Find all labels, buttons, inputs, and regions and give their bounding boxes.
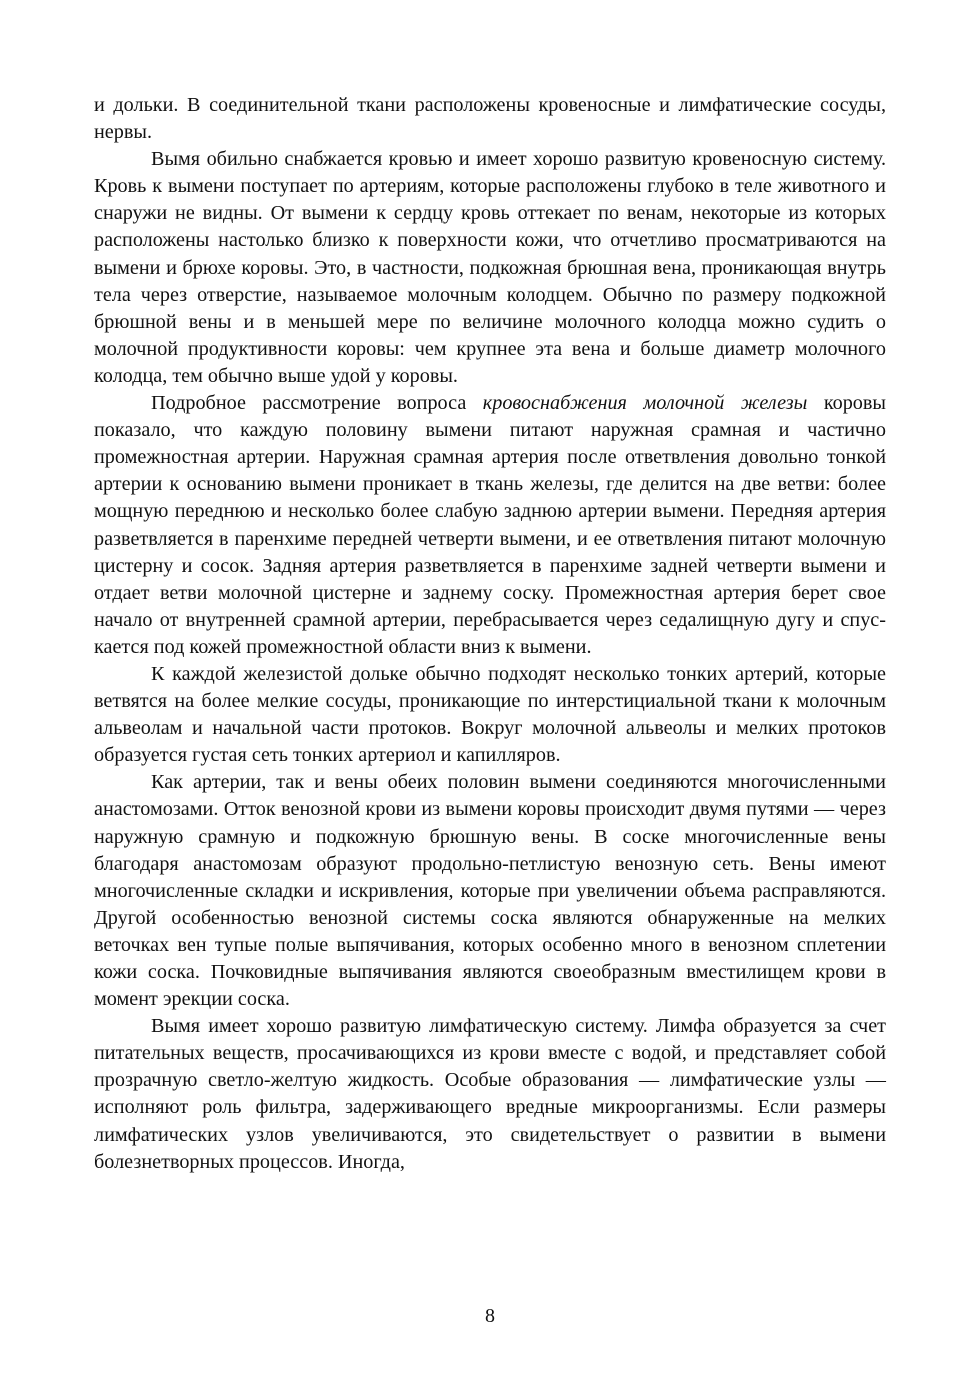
paragraph-text: К каждой железистой дольке обычно подходят несколько тонких артерий, которые ветвятся на более мелкие сосуды, проникающие по интерстициальной ткани к молочным альвеолам и начальной части протоков. Вокруг молочной альвеолы и мелких протоков образуется густая сеть тонких артериол и капилляров.	[94, 662, 886, 767]
document-body	[94, 92, 886, 1176]
paragraph	[94, 769, 886, 1013]
paragraph-text: коровы показало, что каждую половину вымени питают наружная срамная и частично промежностная артерии. Наружная срамная артерия после ответвления довольно тонкой артерии к основанию вымени проникает в ткань железы, где делится на две ветви: более мощную переднюю и несколько более слабую заднюю артерии вымени. Передняя артерия разветвляется в паренхиме передней четверти вымени, и ее ответвления питают молочную цистерну и сосок. Задняя артерия разветвляется в паренхиме задней четверти вымени и отдает ветви молочной цистерне и заднему соску. Промежностная артерия берет свое начало от внутренней срамной артерии, перебрасывается через седалищную дугу и спускается под кожей промежностной области вниз к вымени.	[94, 392, 886, 658]
italic-term: кровоснабжения молочной железы	[482, 392, 808, 415]
paragraph	[94, 92, 886, 146]
paragraph	[94, 146, 886, 390]
paragraph	[94, 661, 886, 769]
paragraph-text: Вымя обильно снабжается кровью и имеет хорошо развитую кровеносную систему. Кровь к вымени поступает по артериям, которые расположены глубоко в теле животного и снаружи не видны. От вымени к сердцу кровь оттекает по венам, некоторые из которых расположены настолько близко к поверхности кожи, что отчетливо просматриваются на вымени и брюхе коровы. Это, в частности, подкожная брюшная вена, проникающая внутрь тела через отверстие, называемое молочным колодцем. Обычно по размеру подкожной брюшной вены и в меньшей мере по величине молочного колодца можно судить о молочной продуктивности коровы: чем крупнее эта вена и больше диаметр молочного колодца, тем обычно выше удой у коровы.	[94, 148, 886, 387]
paragraph-text: Подробное рассмотрение вопроса	[151, 392, 483, 415]
paragraph-text: Как артерии, так и вены обеих половин вымени соединяются многочисленными анастомозами. Отток венозной крови из вымени коровы происходит двумя путями — через наружную срамную и подкожную брюшную вены. В соске многочисленные вены благодаря анастомозам образуют продольно-петлистую венозную сеть. Вены имеют многочисленные складки и искривления, которые при увеличении объема расправляются. Другой особенностью венозной системы соска являются обнаруженные на мелких веточках вен тупые полые выпячивания, которых особенно много в венозном сплетении кожи соска. Почковидные выпячивания являются своеобразным вместилищем крови в момент эрекции соска.	[94, 771, 886, 1011]
paragraph	[94, 1013, 886, 1176]
paragraph	[94, 390, 886, 661]
paragraph-text: Вымя имеет хорошо развитую лимфатическую систему. Лимфа образуется за счет питательных веществ, просачивающихся из крови вместе с водой, и представляет собой прозрачную светло-желтую жидкость. Особые образования — лимфатические узлы — исполняют роль фильтра, задерживающего вредные микроорганизмы. Если размеры лимфатических узлов увеличиваются, это свидетельствует о развитии в вымени болезнетворных процессов. Иногда,	[94, 1015, 886, 1173]
paragraph-text: и дольки. В соединительной ткани расположены кровеносные и лимфатические сосуды, нервы.	[94, 94, 886, 144]
page-number: 8	[485, 1305, 495, 1327]
